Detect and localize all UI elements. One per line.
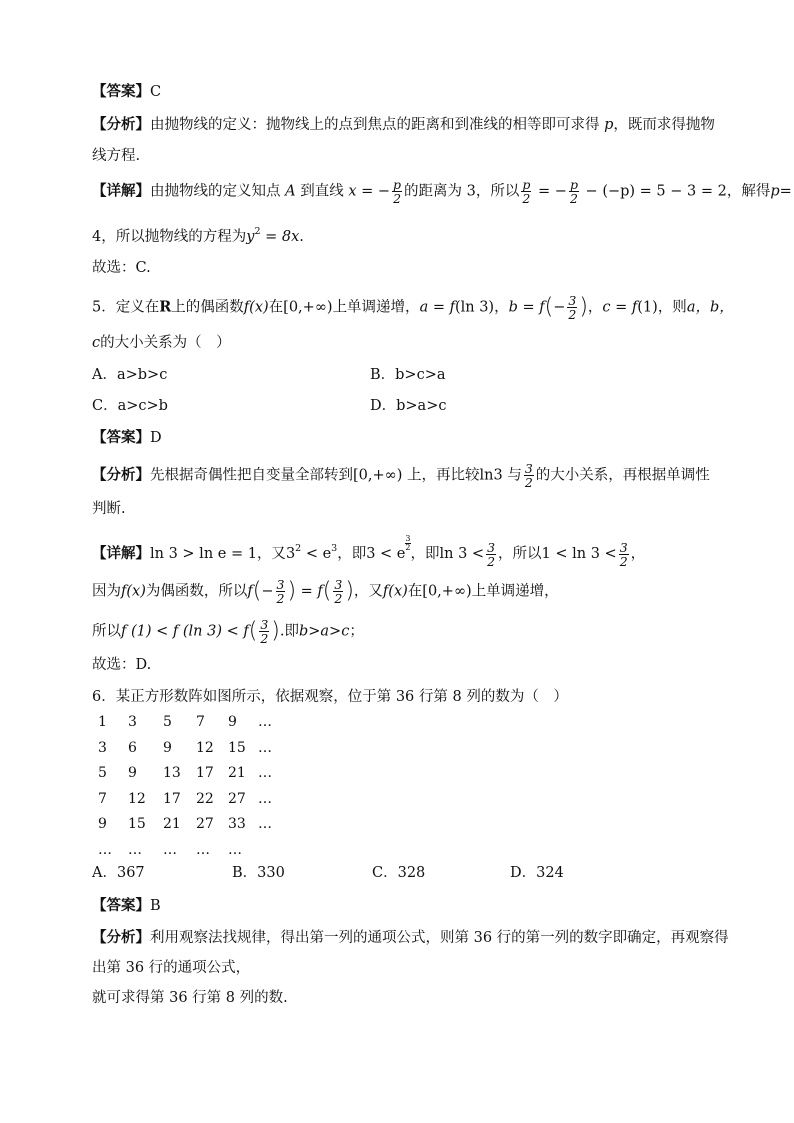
q6-stem-text: 6．某正方形数阵如图所示，依据观察，位于第 36 行第 8 列的数为（ ） bbox=[92, 689, 568, 705]
q5-a-eq: a = f bbox=[419, 299, 455, 316]
q4-period: . bbox=[299, 229, 304, 245]
q4-analysis-line1 bbox=[92, 115, 715, 135]
q4-frac-p-2c bbox=[569, 178, 579, 205]
q5-frac-3-2 bbox=[567, 294, 577, 321]
q5-analysis-c: 与 bbox=[507, 467, 522, 484]
q5-option-c-text: C．a>c>b bbox=[92, 398, 168, 414]
q5-analysis-frac bbox=[524, 462, 534, 489]
q6-option-a[interactable] bbox=[92, 863, 145, 883]
q4-detail-text-c: 的距离为 3，所以 bbox=[404, 183, 520, 200]
q6-option-d[interactable] bbox=[510, 863, 564, 883]
q5-detail-e: 3 < e bbox=[366, 546, 406, 562]
q4-choose bbox=[92, 258, 151, 278]
q5-detail-g: ln 3 < bbox=[439, 546, 485, 562]
q5-stem-d: 上单调递增， bbox=[332, 299, 420, 316]
matrix-cell: 7 bbox=[98, 790, 107, 807]
q5-interval: [0,+∞) bbox=[283, 299, 333, 316]
q6-stem bbox=[92, 687, 568, 707]
paren-close: ) bbox=[345, 578, 354, 604]
q5-comma: ， bbox=[494, 299, 509, 316]
matrix-cell: … bbox=[258, 765, 272, 781]
q6-option-a-text: A．367 bbox=[92, 865, 145, 881]
paren-open: ( bbox=[252, 578, 262, 604]
q6-analysis-l3: 就可求得第 36 行第 8 列的数. bbox=[92, 990, 288, 1006]
q6-analysis-line3 bbox=[92, 988, 288, 1008]
q5-stem-e: ，则 bbox=[657, 299, 687, 316]
q4-answer: C bbox=[150, 84, 162, 100]
q5-l2-a: 因为 bbox=[92, 583, 121, 600]
q5-detail-line1 bbox=[92, 535, 645, 568]
q5-stem-line2 bbox=[92, 333, 231, 353]
matrix-cell: 9 bbox=[128, 765, 137, 781]
q5-analysis-a: 先根据奇偶性把自变量全部转到 bbox=[150, 467, 353, 484]
q5-option-d-text: D．b>a>c bbox=[370, 398, 447, 414]
q4-detail-text-b: 到直线 bbox=[300, 183, 344, 200]
q5-option-d[interactable] bbox=[370, 396, 446, 416]
q6-option-b[interactable] bbox=[232, 863, 285, 883]
frac-num: 3 bbox=[619, 539, 628, 555]
q5-sup-2: 2 bbox=[295, 543, 302, 554]
q5-ln3: (ln 3) bbox=[454, 299, 495, 316]
q5-f: f bbox=[243, 299, 250, 316]
q5-l2-f: f bbox=[121, 583, 127, 600]
frac-den: 2 bbox=[487, 553, 496, 569]
frac-num: p bbox=[393, 177, 402, 192]
q5-var-c: c bbox=[92, 335, 101, 351]
frac-num: 3 bbox=[405, 534, 411, 543]
matrix-cell: 15 bbox=[128, 816, 146, 832]
detail-tag: 【详解】 bbox=[92, 545, 150, 562]
q5-l2-d: ，又 bbox=[353, 583, 383, 600]
q5-stem-c: 在 bbox=[268, 299, 284, 316]
q5-x: (x) bbox=[249, 299, 269, 316]
q5-vars: a，b， bbox=[686, 299, 734, 316]
matrix-cell: 21 bbox=[163, 816, 181, 832]
frac-den: 2 bbox=[568, 307, 577, 322]
matrix-cell: 21 bbox=[228, 765, 246, 781]
q5-one: (1) bbox=[637, 299, 658, 316]
q5-option-c[interactable] bbox=[92, 396, 168, 416]
q5-l2-b: 为偶函数，所以 bbox=[145, 583, 248, 600]
matrix-cell: … bbox=[228, 841, 242, 858]
matrix-cell: 3 bbox=[98, 739, 107, 756]
frac-num: 3 bbox=[568, 293, 577, 308]
q5-option-b-text: B．b>c>a bbox=[370, 367, 446, 383]
q4-eq-neg2: = − bbox=[533, 183, 567, 200]
matrix-cell: 5 bbox=[98, 765, 107, 781]
frac-num: p bbox=[569, 177, 578, 192]
q5-l3-a: 所以 bbox=[92, 623, 121, 640]
frac-num: 3 bbox=[260, 617, 269, 632]
q5-option-a-text: A．a>b>c bbox=[92, 367, 168, 383]
paren-close: ) bbox=[579, 294, 588, 320]
matrix-cell: 7 bbox=[196, 714, 205, 730]
q5-detail-line3 bbox=[92, 618, 364, 645]
q5-l2-frac1 bbox=[276, 578, 286, 605]
q5-option-a[interactable] bbox=[92, 365, 167, 385]
matrix-cell: 13 bbox=[163, 765, 181, 781]
q4-detail-line2 bbox=[92, 222, 304, 247]
q4-analysis-text-end: ，既而求得抛物 bbox=[613, 117, 715, 133]
q4-detail-text-a: 由抛物线的定义知点 bbox=[150, 183, 281, 200]
q4-frac-p-2 bbox=[392, 178, 402, 205]
matrix-cell: 27 bbox=[228, 790, 246, 807]
q6-answer-line bbox=[92, 896, 161, 916]
q5-l2-e: 在 bbox=[407, 583, 423, 600]
q5-analysis-d: 的大小关系，再根据单调性 bbox=[535, 467, 710, 484]
q4-analysis-text2: 线方程. bbox=[92, 148, 141, 164]
q5-detail-f: ，即 bbox=[410, 546, 440, 562]
matrix-cell: 3 bbox=[128, 714, 137, 730]
q6-analysis-line1 bbox=[92, 928, 729, 948]
q5-detail-i: 1 < ln 3 < bbox=[541, 546, 617, 562]
q5-stem-line1 bbox=[92, 294, 734, 321]
q5-detail-line2 bbox=[92, 578, 559, 605]
q5-l2-f2: f bbox=[382, 583, 389, 600]
q5-stem-l2b: 的大小关系为（ ） bbox=[100, 335, 231, 351]
q5-detail-d: ，即 bbox=[337, 546, 367, 562]
frac-num: 3 bbox=[334, 577, 343, 592]
q5-c-eq: c = f bbox=[602, 299, 638, 316]
q5-answer: D bbox=[150, 430, 162, 446]
q4-answer-line bbox=[92, 82, 161, 102]
matrix-cell: … bbox=[98, 841, 112, 858]
frac-den: 2 bbox=[405, 543, 411, 552]
matrix-cell: … bbox=[258, 739, 272, 756]
q5-choose-text: 故选：D. bbox=[92, 657, 152, 673]
matrix-cell: … bbox=[258, 816, 272, 832]
q5-detail-a: ln 3 > ln e = 1 bbox=[150, 546, 257, 562]
q5-analysis-ln3: ln3 bbox=[479, 467, 503, 484]
q4-detail-line1 bbox=[92, 178, 792, 205]
paren-open: ( bbox=[322, 578, 332, 604]
q4-analysis-line2 bbox=[92, 146, 140, 166]
q5-l2-interval: [0,+∞) bbox=[422, 583, 472, 600]
q5-comma2: ， bbox=[587, 299, 603, 316]
frac-num: p bbox=[522, 177, 531, 192]
frac-den: 2 bbox=[522, 191, 531, 206]
frac-den: 2 bbox=[276, 591, 285, 606]
q5-l3-b: f (1) < f (ln 3) < f bbox=[121, 623, 249, 640]
q5-analysis-interval: [0,+∞) bbox=[353, 467, 403, 484]
matrix-cell: 9 bbox=[228, 714, 237, 730]
matrix-cell: 12 bbox=[128, 790, 146, 807]
q5-detail-b: ，又 bbox=[256, 546, 286, 562]
q4-var-y: y bbox=[246, 229, 255, 245]
frac-num: 3 bbox=[524, 461, 533, 476]
q5-l2-x: (x) bbox=[126, 583, 146, 600]
answer-tag: 【答案】 bbox=[92, 429, 150, 446]
matrix-cell: 27 bbox=[196, 816, 214, 832]
q4-choose-text: 故选：C. bbox=[92, 260, 151, 276]
q4-eq-neg: = − bbox=[356, 183, 391, 200]
q4-analysis-text: 由抛物线的定义：抛物线上的点到焦点的距离和到准线的相等即可求得 bbox=[150, 117, 600, 133]
matrix-cell: 22 bbox=[196, 790, 214, 807]
q5-analysis-l2: 判断. bbox=[92, 501, 126, 517]
q5-analysis-b: 上，再比较 bbox=[407, 467, 480, 484]
matrix-cell: … bbox=[196, 841, 210, 858]
frac-den: 2 bbox=[524, 475, 533, 490]
q4-detail-text-f: ，解得 bbox=[726, 183, 771, 200]
q4-frac-p-2b bbox=[521, 178, 531, 205]
q5-option-b[interactable] bbox=[370, 365, 446, 385]
q4-calc: − (−p) = 5 − 3 = 2 bbox=[580, 183, 727, 200]
analysis-tag: 【分析】 bbox=[92, 929, 150, 946]
answer-tag: 【答案】 bbox=[92, 83, 150, 100]
matrix-cell: 15 bbox=[228, 739, 246, 756]
q4-analysis-p: p bbox=[604, 117, 614, 133]
q6-option-d-text: D．324 bbox=[510, 865, 564, 881]
matrix-cell: … bbox=[163, 841, 177, 858]
q6-analysis-line2 bbox=[92, 958, 250, 978]
frac-den: 2 bbox=[334, 591, 343, 606]
q5-detail-h: ，所以 bbox=[498, 546, 542, 562]
q6-answer: B bbox=[150, 898, 161, 914]
q5-l3-c: . bbox=[279, 623, 285, 640]
frac-num: 3 bbox=[487, 539, 496, 555]
matrix-cell: 17 bbox=[163, 790, 181, 807]
q5-detail-frac1 bbox=[486, 541, 496, 568]
q5-detail-j: ， bbox=[630, 546, 646, 562]
matrix-cell: 17 bbox=[196, 765, 214, 781]
q6-analysis-l1: 利用观察法找规律，得出第一列的通项公式，则第 36 行的第一列的数字即确定，再观察得 bbox=[150, 930, 729, 946]
matrix-cell: 9 bbox=[163, 739, 172, 756]
matrix-cell: … bbox=[258, 714, 272, 730]
frac-den: 2 bbox=[393, 191, 402, 206]
q4-eq-sign: = bbox=[779, 183, 792, 200]
q5-l3-f: ； bbox=[349, 623, 364, 640]
paren-open: ( bbox=[544, 294, 554, 320]
q6-option-c[interactable] bbox=[372, 863, 425, 883]
q5-sup-3: 3 bbox=[331, 543, 338, 554]
frac-den: 2 bbox=[569, 191, 578, 206]
q4-detail-text-l2a: 4，所以抛物线的方程为 bbox=[92, 229, 247, 245]
q5-analysis-line1 bbox=[92, 462, 710, 489]
q4-var-x: x bbox=[348, 183, 357, 200]
q5-l2-x2: (x) bbox=[388, 583, 408, 600]
frac-num: 3 bbox=[276, 577, 285, 592]
q4-point-a: A bbox=[285, 183, 296, 200]
q5-l2-c: f bbox=[247, 583, 253, 600]
matrix-cell: 5 bbox=[163, 714, 172, 730]
q5-l2-g: 上单调递增， bbox=[471, 583, 559, 600]
q5-l3-e: b>a>c bbox=[298, 623, 350, 640]
q5-l2-neg: − bbox=[261, 583, 274, 600]
q5-l2-frac2 bbox=[333, 578, 343, 605]
matrix-cell: 6 bbox=[128, 739, 137, 756]
q5-detail-c: 3 bbox=[285, 546, 296, 562]
q5-detail-frac2 bbox=[619, 541, 629, 568]
q6-option-b-text: B．330 bbox=[232, 865, 285, 881]
q5-stem-a: 5．定义在 bbox=[92, 299, 160, 316]
frac-den: 2 bbox=[619, 553, 628, 569]
q5-l3-frac bbox=[259, 618, 269, 645]
frac-den: 2 bbox=[260, 631, 269, 646]
analysis-tag: 【分析】 bbox=[92, 116, 150, 133]
matrix-cell: 9 bbox=[98, 816, 107, 832]
q4-eq-8x: = 8x bbox=[260, 229, 300, 245]
q5-choose bbox=[92, 655, 151, 675]
q4-var-p: p bbox=[770, 183, 780, 200]
q5-stem-b: 上的偶函数 bbox=[171, 299, 244, 316]
paren-close: ) bbox=[287, 578, 297, 604]
matrix-cell: … bbox=[258, 790, 272, 807]
matrix-cell: 12 bbox=[196, 739, 214, 756]
matrix-cell: 33 bbox=[228, 816, 246, 832]
analysis-tag: 【分析】 bbox=[92, 466, 150, 484]
matrix-cell: 1 bbox=[98, 714, 107, 730]
q6-option-c-text: C．328 bbox=[372, 865, 426, 881]
paren-close: ) bbox=[271, 618, 280, 644]
q5-answer-line bbox=[92, 428, 162, 448]
matrix-cell: … bbox=[128, 841, 142, 858]
detail-tag: 【详解】 bbox=[92, 182, 150, 200]
q5-l2-eq: = f bbox=[296, 583, 323, 600]
q4-exp-2: 2 bbox=[254, 226, 261, 237]
q6-analysis-l2: 出第 36 行的通项公式， bbox=[92, 960, 251, 976]
answer-tag: 【答案】 bbox=[92, 897, 150, 914]
q5-b-eq: b = f bbox=[508, 299, 545, 316]
q5-neg: − bbox=[553, 299, 566, 316]
q5-analysis-line2 bbox=[92, 499, 126, 519]
q5-l3-d: 即 bbox=[284, 623, 299, 640]
q5-set-r: R bbox=[159, 298, 172, 316]
q5-lt-e: < e bbox=[301, 546, 332, 562]
paren-open: ( bbox=[248, 618, 258, 644]
